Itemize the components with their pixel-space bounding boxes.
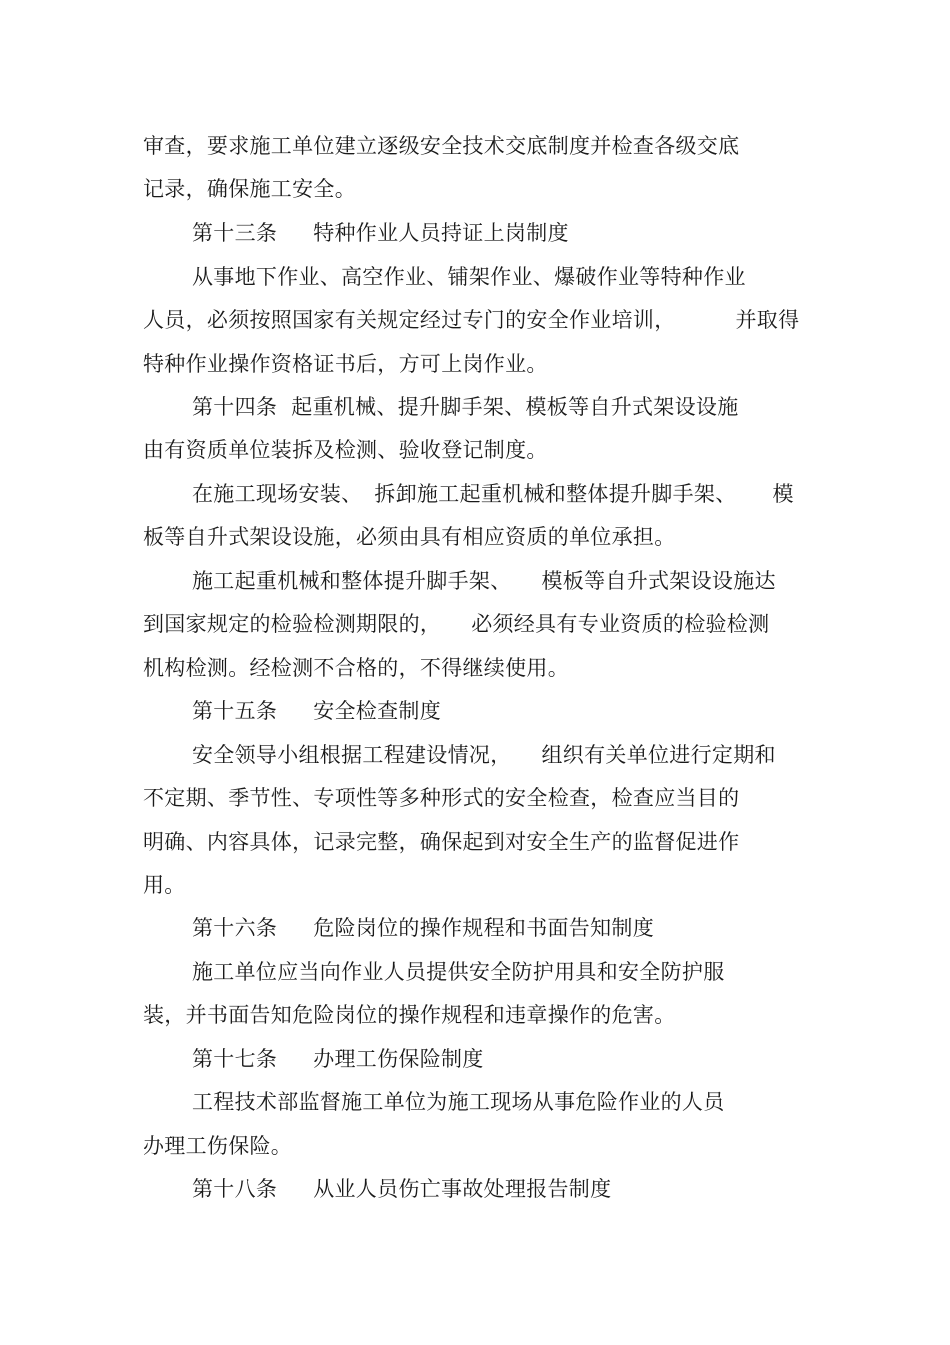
article-heading [192,1045,484,1073]
text-segment: 模 [772,482,794,506]
article-title: 办理工伤保险制度 [313,1047,484,1071]
text-line: 施工单位应当向作业人员提供安全防护用具和安全防护服 [192,960,725,984]
text-line: 工程技术部监督施工单位为施工现场从事危险作业的人员 [192,1090,725,1114]
text-line: 用。 [143,873,186,897]
text-segment: 拆卸施工起重机械和整体提升脚手架、 [374,482,737,506]
text-line: 审查，要求施工单位建立逐级安全技术交底制度并检查各级交底 [143,134,740,158]
text-segment: 人员，必须按照国家有关规定经过专门的安全作业培训， [143,308,676,332]
text-segment: 模板等自升式架设设施达 [541,569,776,593]
text-line: 从事地下作业、高空作业、铺架作业、爆破作业等特种作业 [192,265,746,289]
text-line: 办理工伤保险。 [143,1134,293,1158]
text-line [192,567,776,595]
article-number: 第十七条 [192,1047,278,1071]
article-number: 第十八条 [192,1177,278,1201]
text-line: 机构检测。经检测不合格的，不得继续使用。 [143,656,569,680]
text-segment: 并取得 [735,308,800,332]
article-title: 安全检查制度 [313,699,442,723]
text-segment: 到国家规定的检验检测期限的， [143,612,442,636]
article-heading [192,1175,611,1203]
text-line [143,610,769,638]
article-title: 危险岗位的操作规程和书面告知制度 [313,916,655,940]
article-heading [192,219,569,247]
article-number: 第十三条 [192,221,278,245]
text-line: 记录，确保施工安全。 [143,177,356,201]
article-number: 第十四条 [192,395,278,419]
text-line [143,306,799,334]
text-segment: 施工起重机械和整体提升脚手架、 [192,569,512,593]
text-line: 板等自升式架设设施，必须由具有相应资质的单位承担。 [143,525,676,549]
text-segment: 在施工现场安装、 [192,482,363,506]
text-line [192,480,794,508]
text-segment: 组织有关单位进行定期和 [541,743,776,767]
text-segment: 必须经具有专业资质的检验检测 [471,612,770,636]
text-line: 明确、内容具体，记录完整，确保起到对安全生产的监督促进作 [143,830,740,854]
article-number: 第十五条 [192,699,278,723]
text-segment: 安全领导小组根据工程建设情况， [192,743,512,767]
article-title: 特种作业人员持证上岗制度 [313,221,569,245]
text-line [192,741,776,769]
text-line: 不定期、季节性、专项性等多种形式的安全检查，检查应当目的 [143,786,740,810]
article-title: 从业人员伤亡事故处理报告制度 [313,1177,612,1201]
article-heading [192,914,654,942]
article-heading [192,393,739,421]
article-title: 起重机械、提升脚手架、模板等自升式架设设施 [291,395,739,419]
article-heading [192,697,441,725]
text-line: 特种作业操作资格证书后，方可上岗作业。 [143,352,548,376]
article-number: 第十六条 [192,916,278,940]
text-line: 由有资质单位装拆及检测、验收登记制度。 [143,438,548,462]
text-line: 装，并书面告知危险岗位的操作规程和违章操作的危害。 [143,1003,676,1027]
